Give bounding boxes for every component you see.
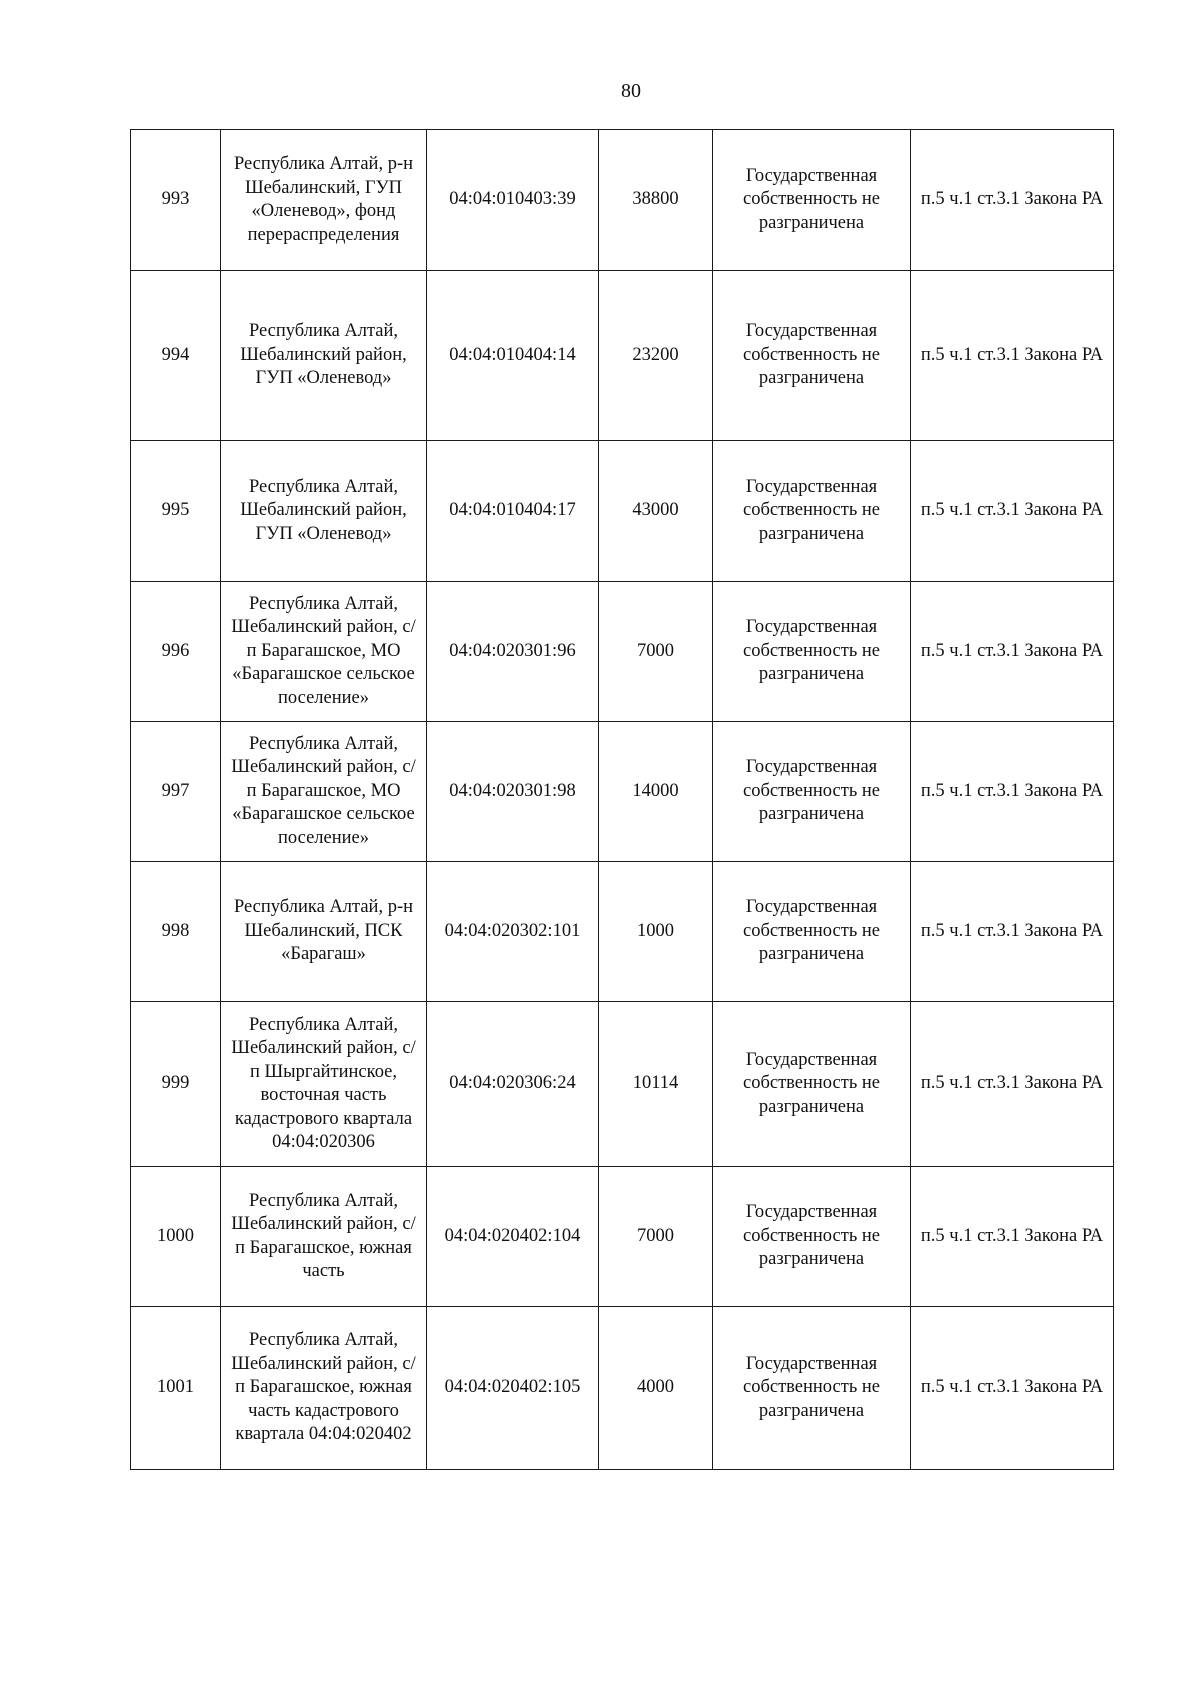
legal-basis: п.5 ч.1 ст.3.1 Закона РА — [911, 1167, 1114, 1307]
cadastral-number: 04:04:020306:24 — [427, 1002, 599, 1167]
cadastral-number: 04:04:020402:104 — [427, 1167, 599, 1307]
cadastral-number: 04:04:010404:14 — [427, 271, 599, 441]
plot-area: 7000 — [599, 1167, 713, 1307]
plot-area: 14000 — [599, 722, 713, 862]
row-number: 1000 — [131, 1167, 221, 1307]
cadastral-number: 04:04:020302:101 — [427, 862, 599, 1002]
ownership-status: Государственная собственность не разграничена — [713, 1167, 911, 1307]
legal-basis: п.5 ч.1 ст.3.1 Закона РА — [911, 1307, 1114, 1470]
table-row — [131, 1307, 1114, 1470]
plot-address: Республика Алтай, Шебалинский район, с/п Шыргайтинское, восточная часть кадастрового квартала 04:04:020306 — [221, 1002, 427, 1167]
cadastral-number: 04:04:020402:105 — [427, 1307, 599, 1470]
cadastral-number: 04:04:020301:98 — [427, 722, 599, 862]
plot-address: Республика Алтай, Шебалинский район, с/п Барагашское, южная часть — [221, 1167, 427, 1307]
ownership-status: Государственная собственность не разграничена — [713, 1307, 911, 1470]
cadastral-number: 04:04:010403:39 — [427, 130, 599, 271]
cadastral-number: 04:04:020301:96 — [427, 582, 599, 722]
page-number: 80 — [621, 80, 641, 102]
legal-basis: п.5 ч.1 ст.3.1 Закона РА — [911, 130, 1114, 271]
legal-basis: п.5 ч.1 ст.3.1 Закона РА — [911, 582, 1114, 722]
plot-address: Республика Алтай, Шебалинский район, ГУП «Оленевод» — [221, 441, 427, 582]
row-number: 997 — [131, 722, 221, 862]
plot-address: Республика Алтай, р-н Шебалинский, ГУП «Оленевод», фонд перераспределения — [221, 130, 427, 271]
plot-address: Республика Алтай, р-н Шебалинский, ПСК «Барагаш» — [221, 862, 427, 1002]
table-row — [131, 1167, 1114, 1307]
plot-area: 4000 — [599, 1307, 713, 1470]
row-number: 993 — [131, 130, 221, 271]
row-number: 1001 — [131, 1307, 221, 1470]
table-row — [131, 722, 1114, 862]
plot-address: Республика Алтай, Шебалинский район, с/п Барагашское, МО «Барагашское сельское поселение» — [221, 582, 427, 722]
row-number: 994 — [131, 271, 221, 441]
plot-area: 10114 — [599, 1002, 713, 1167]
table-row — [131, 862, 1114, 1002]
legal-basis: п.5 ч.1 ст.3.1 Закона РА — [911, 271, 1114, 441]
cadastral-number: 04:04:010404:17 — [427, 441, 599, 582]
ownership-status: Государственная собственность не разграничена — [713, 582, 911, 722]
row-number: 998 — [131, 862, 221, 1002]
table-row — [131, 582, 1114, 722]
legal-basis: п.5 ч.1 ст.3.1 Закона РА — [911, 441, 1114, 582]
table-row — [131, 271, 1114, 441]
plot-area: 38800 — [599, 130, 713, 271]
legal-basis: п.5 ч.1 ст.3.1 Закона РА — [911, 1002, 1114, 1167]
legal-basis: п.5 ч.1 ст.3.1 Закона РА — [911, 722, 1114, 862]
plot-area: 1000 — [599, 862, 713, 1002]
plot-area: 7000 — [599, 582, 713, 722]
row-number: 995 — [131, 441, 221, 582]
table-row — [131, 441, 1114, 582]
ownership-status: Государственная собственность не разграничена — [713, 862, 911, 1002]
ownership-status: Государственная собственность не разграничена — [713, 130, 911, 271]
plot-address: Республика Алтай, Шебалинский район, с/п Барагашское, южная часть кадастрового квартала 04:04:020402 — [221, 1307, 427, 1470]
row-number: 999 — [131, 1002, 221, 1167]
table-row — [131, 130, 1114, 271]
row-number: 996 — [131, 582, 221, 722]
plot-area: 43000 — [599, 441, 713, 582]
plot-area: 23200 — [599, 271, 713, 441]
table-row — [131, 1002, 1114, 1167]
ownership-status: Государственная собственность не разграничена — [713, 271, 911, 441]
plot-address: Республика Алтай, Шебалинский район, с/п Барагашское, МО «Барагашское сельское поселение» — [221, 722, 427, 862]
legal-basis: п.5 ч.1 ст.3.1 Закона РА — [911, 862, 1114, 1002]
ownership-status: Государственная собственность не разграничена — [713, 1002, 911, 1167]
land-plot-table — [130, 129, 1114, 1470]
plot-address: Республика Алтай, Шебалинский район, ГУП «Оленевод» — [221, 271, 427, 441]
ownership-status: Государственная собственность не разграничена — [713, 441, 911, 582]
ownership-status: Государственная собственность не разграничена — [713, 722, 911, 862]
